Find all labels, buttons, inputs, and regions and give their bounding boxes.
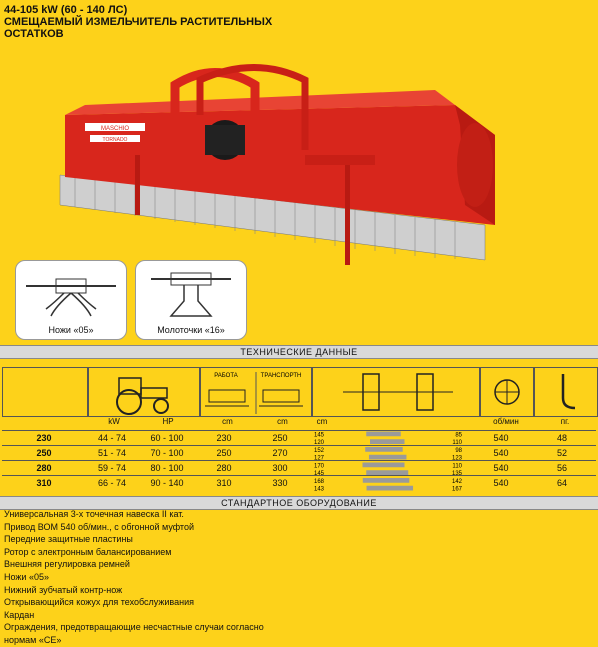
- model-icon-box: [2, 367, 88, 417]
- list-item: Открывающийся кожух для техобслуживания: [4, 597, 194, 608]
- title-line-1: СМЕЩАЕМЫЙ ИЗМЕЛЬЧИТЕЛЬ РАСТИТЕЛЬНЫХ: [4, 16, 273, 28]
- offset-bar: [367, 486, 414, 491]
- offset-left-label: 127: [314, 455, 325, 462]
- unit-kw: kW: [108, 417, 120, 426]
- work-cell: 230: [196, 431, 252, 446]
- brand-sticker-1: MASCHIO: [100, 126, 130, 132]
- table-row: [2, 476, 596, 491]
- hammer-16-icon: [136, 261, 246, 321]
- hammer-card-16-caption: Молоточки «16»: [157, 325, 225, 335]
- table-row: [2, 446, 596, 461]
- kw-cell: 59 - 74: [86, 461, 138, 476]
- pg-cell: 52: [528, 446, 596, 461]
- rpm-icon-box: [480, 367, 534, 417]
- unit-pg: пг.: [560, 417, 570, 426]
- work-cell: 310: [196, 476, 252, 491]
- table-row: [2, 431, 596, 446]
- list-item: Кардан: [4, 609, 35, 620]
- work-width-box: [200, 367, 312, 417]
- spec-icons-row: [2, 367, 596, 417]
- offset-right-label: 110: [452, 463, 462, 470]
- offset-right-label: 167: [451, 486, 462, 492]
- offset-right-label: 110: [452, 440, 462, 446]
- hp-cell: 80 - 100: [138, 461, 196, 476]
- work-cell: 280: [196, 461, 252, 476]
- list-item: Внешняя регулировка ремней: [4, 559, 130, 570]
- list-item: Нижний зубчатый контр-нож: [4, 584, 123, 595]
- power-range: 44-105 kW (60 - 140 ЛС): [4, 4, 128, 16]
- transport-label: ТРАНСПОРТН: [260, 373, 302, 379]
- offset-left-label: 168: [314, 478, 325, 485]
- list-item: Ограждения, предотвращающие несчастные случаи согласно: [4, 622, 264, 633]
- offset-left-label: 152: [314, 447, 325, 454]
- unit-offset-cm: cm: [316, 417, 328, 426]
- pg-cell: 64: [528, 476, 596, 491]
- unit-work-cm: cm: [222, 417, 233, 426]
- kw-cell: 51 - 74: [86, 446, 138, 461]
- hp-cell: 90 - 140: [138, 476, 196, 491]
- work-cell: 250: [196, 446, 252, 461]
- rpm-cell: 540: [474, 476, 528, 491]
- title-line-2: ОСТАТКОВ: [4, 28, 64, 40]
- list-item: Универсальная 3-х точечная навеска II кат.: [4, 509, 184, 519]
- transport-cell: 270: [252, 446, 308, 461]
- offset-icon: [313, 368, 479, 416]
- list-item: нормам «CE»: [4, 634, 62, 645]
- model-cell: 230: [2, 431, 86, 446]
- list-item: Ножи «05»: [4, 571, 49, 582]
- unit-rpm: об/мин: [493, 417, 519, 426]
- blades-icon-box: [534, 367, 598, 417]
- spec-table: [2, 430, 596, 491]
- hammer-card-16: [135, 260, 247, 340]
- transport-cell: 250: [252, 431, 308, 446]
- offset-bar: [363, 478, 410, 483]
- model-cell: 310: [2, 476, 86, 491]
- offset-bar: [363, 463, 405, 468]
- unit-transport-cm: cm: [277, 417, 288, 426]
- offset-right-label: 123: [451, 455, 462, 462]
- work-label: РАБОТА: [214, 373, 238, 379]
- pg-cell: 48: [528, 431, 596, 446]
- transport-width-icon: [259, 390, 303, 406]
- tech-data-title: ТЕХНИЧЕСКИЕ ДАННЫЕ: [0, 345, 598, 359]
- offset-bar: [365, 447, 403, 452]
- rpm-cell: 540: [474, 461, 528, 476]
- offset-right-label: 98: [455, 447, 462, 454]
- offset-left-label: 170: [314, 463, 325, 470]
- std-equipment-title: СТАНДАРТНОЕ ОБОРУДОВАНИЕ: [0, 496, 598, 510]
- offset-bar: [366, 432, 401, 437]
- offset-bars: [312, 430, 464, 492]
- blade-card-05-caption: Ножи «05»: [48, 325, 94, 335]
- model-cell: 280: [2, 461, 86, 476]
- std-equipment-list: [4, 508, 264, 647]
- knife-05-icon: [16, 261, 126, 321]
- list-item: Ротор с электронным балансированием: [4, 546, 172, 557]
- brand-sticker-2: TORNADO: [102, 137, 128, 143]
- pg-cell: 56: [528, 461, 596, 476]
- page-header: [4, 4, 272, 40]
- transport-cell: 330: [252, 476, 308, 491]
- offset-right-label: 142: [451, 478, 462, 485]
- list-item: Передние защитные пластины: [4, 534, 133, 545]
- pto-shaft-icon: [481, 368, 533, 416]
- tractor-icon-box: [88, 367, 200, 417]
- units-row: [0, 417, 598, 429]
- model-cell: 250: [2, 446, 86, 461]
- offset-left-label: 145: [314, 432, 325, 439]
- offset-bar: [366, 470, 408, 475]
- kw-cell: 66 - 74: [86, 476, 138, 491]
- kw-cell: 44 - 74: [86, 431, 138, 446]
- hp-cell: 70 - 100: [138, 446, 196, 461]
- tractor-icon: [89, 368, 199, 416]
- rpm-cell: 540: [474, 446, 528, 461]
- blade-count-icon: [535, 368, 597, 416]
- work-width-icon: [205, 390, 249, 406]
- offset-left-label: 145: [314, 471, 325, 477]
- rpm-cell: 540: [474, 431, 528, 446]
- offset-bar: [370, 439, 405, 444]
- table-row: [2, 461, 596, 476]
- transport-cell: 300: [252, 461, 308, 476]
- list-item: Привод ВОМ 540 об/мин., с обгонной муфтой: [4, 521, 194, 532]
- hp-cell: 60 - 100: [138, 431, 196, 446]
- offset-left-label: 143: [314, 486, 325, 492]
- offset-icon-box: [312, 367, 480, 417]
- offset-right-label: 135: [451, 471, 462, 477]
- mulcher-illustration: [55, 55, 505, 275]
- offset-bar: [369, 455, 407, 460]
- offset-left-label: 120: [314, 440, 325, 446]
- unit-hp: HP: [162, 417, 174, 426]
- blade-card-05: [15, 260, 127, 340]
- offset-right-label: 85: [455, 432, 462, 439]
